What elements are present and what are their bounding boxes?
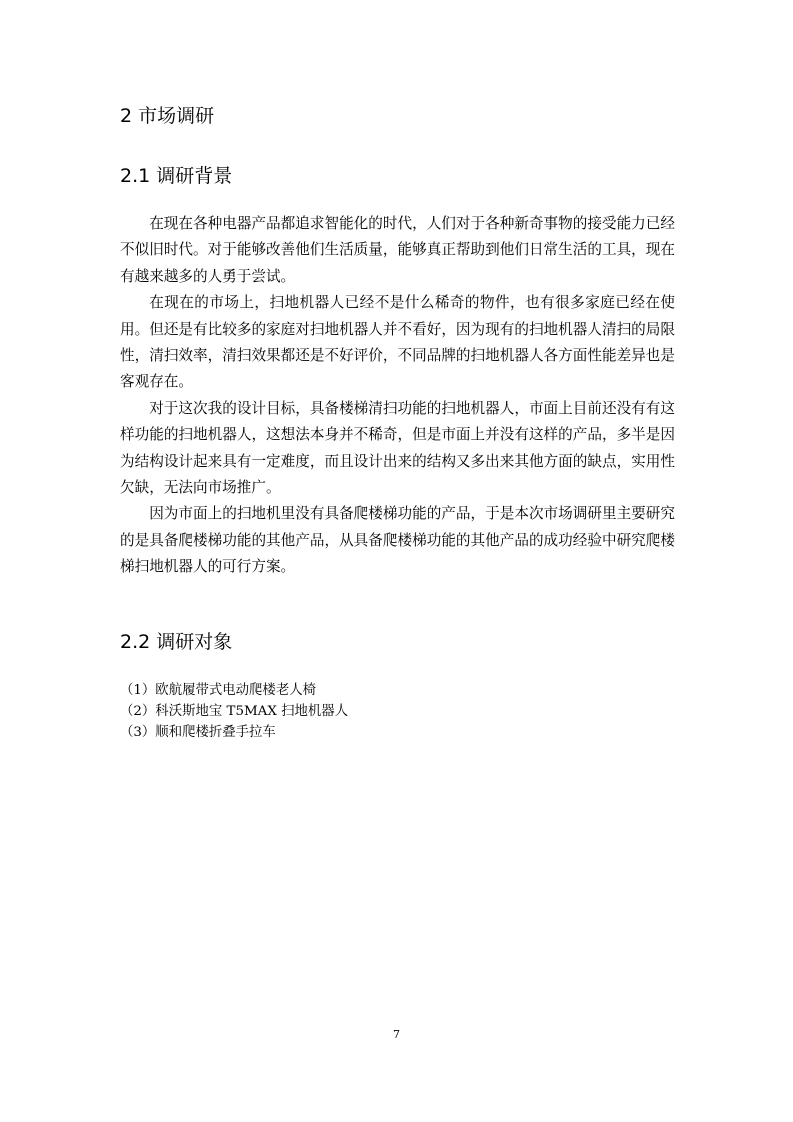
list-item: （1）欧航履带式电动爬楼老人椅: [120, 683, 316, 698]
paragraph: 在现在各种电器产品都追求智能化的时代，人们对于各种新奇事物的接受能力已经不似旧时代。对于能够改善他们生活质量，能够真正帮助到他们日常生活的工具，现在有越来越多的人勇于尝试。: [120, 215, 675, 285]
research-objects-list: [120, 680, 348, 743]
paragraph: 在现在的市场上，扫地机器人已经不是什么稀奇的物件，也有很多家庭已经在使用。但还是有比较多的家庭对扫地机器人并不看好，因为现有的扫地机器人清扫的局限性，清扫效率，清扫效果都还是不好评价，不同品牌的扫地机器人各方面性能差异也是客观存在。: [120, 294, 675, 391]
section-heading: 2 市场调研: [120, 105, 215, 127]
list-item: （3）顺和爬楼折叠手拉车: [120, 725, 276, 740]
list-item: （2）科沃斯地宝 T5MAX 扫地机器人: [120, 704, 349, 719]
page-number: 7: [393, 1028, 400, 1041]
background-heading: 2.1 调研背景: [120, 165, 233, 187]
paragraph: 对于这次我的设计目标，具备楼梯清扫功能的扫地机器人，市面上目前还没有有这样功能的扫地机器人，这想法本身并不稀奇，但是市面上并没有这样的产品，多半是因为结构设计起来具有一定难度，而且设计出来的结构又多出来其他方面的缺点，实用性欠缺，无法向市场推广。: [120, 399, 675, 497]
background-body: [120, 211, 675, 581]
objects-heading: 2.2 调研对象: [120, 631, 233, 653]
paragraph: 因为市面上的扫地机里没有具备爬楼梯功能的产品，于是本次市场调研里主要研究的是具备爬楼梯功能的其他产品，从具备爬楼梯功能的其他产品的成功经验中研究爬楼梯扫地机器人的可行方案。: [120, 505, 675, 576]
